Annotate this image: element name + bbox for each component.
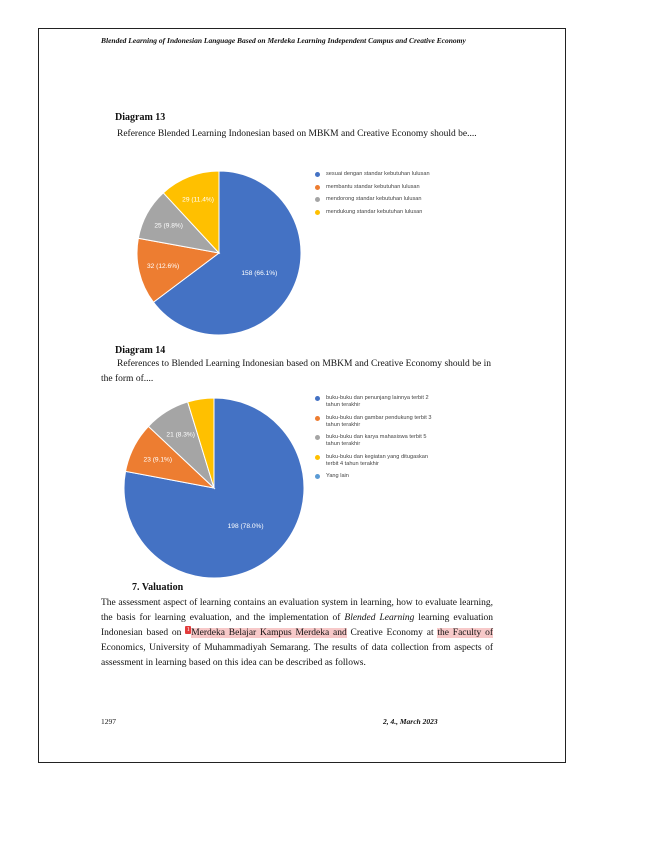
- diagram-13-legend: [315, 171, 436, 221]
- diagram-14-legend-label: Yang lain: [326, 473, 349, 479]
- diagram-13-legend-swatch: [315, 185, 320, 190]
- diagram-14-pie-chart: [119, 395, 309, 580]
- diagram-14-legend-item: [315, 434, 436, 448]
- paragraph-text-1: The assessment aspect of learning contains an evaluation system in learning, how to evaluate learning, the basis for learning evaluation, and the implementation of: [101, 598, 493, 623]
- diagram-13-legend-label: mendorong standar kebutuhan lulusan: [326, 196, 422, 202]
- diagram-14-legend-swatch: [315, 396, 320, 401]
- diagram-14-title: Diagram 14: [115, 345, 166, 356]
- diagram-13-legend-item: [315, 196, 436, 203]
- diagram-13-slice-label-1: 32 (12.6%): [147, 263, 180, 271]
- diagram-13-slice-label-3: 29 (11.4%): [182, 196, 214, 204]
- diagram-13-legend-label: membantu standar kebutuhan lulusan: [326, 183, 420, 190]
- diagram-14-legend-swatch: [315, 474, 320, 479]
- paragraph-text-4: Economics, University of Muhammadiyah Semarang. The results of data collection from aspects of assessment in learning based on this idea can be described as follows.: [101, 643, 493, 668]
- diagram-13-slice-label-0: 158 (66.1%): [241, 270, 278, 278]
- highlight-mbkm[interactable]: Merdeka Belajar Kampus Merdeka and: [191, 628, 347, 638]
- diagram-13-legend-label: mendukung standar kebutuhan lulusan: [326, 208, 423, 215]
- diagram-13-legend-item: [315, 209, 436, 216]
- diagram-13-question: Reference Blended Learning Indonesian based on MBKM and Creative Economy should be....: [117, 129, 477, 139]
- diagram-13-legend-label: sesuai dengan standar kebutuhan lulusan: [326, 171, 430, 177]
- diagram-14-legend-item: [315, 473, 436, 480]
- paragraph-text-3: Creative Economy at: [346, 628, 438, 638]
- diagram-13-pie-chart: [127, 169, 307, 339]
- diagram-13-legend-item: [315, 171, 436, 178]
- diagram-14-legend-label: buku-buku dan karya mahasiswa terbit 5 tahun terakhir: [326, 434, 427, 447]
- section-title: 7. Valuation: [132, 582, 184, 593]
- diagram-14-slice-label-0: 198 (78.0%): [227, 523, 264, 531]
- paragraph-italic-term: Blended Learning: [344, 613, 415, 623]
- document-page: [38, 28, 566, 763]
- diagram-14-slice-label-2: 21 (8.3%): [166, 431, 196, 439]
- diagram-14-legend-label: buku-buku dan kegiatan yang ditugaskan terbit 4 tahun terakhir: [326, 453, 429, 467]
- diagram-14-legend: [315, 395, 436, 486]
- diagram-13-legend-swatch: [315, 210, 320, 215]
- diagram-14-legend-item: [315, 454, 436, 468]
- section-paragraph: [101, 596, 493, 671]
- diagram-14-legend-swatch: [315, 435, 320, 440]
- diagram-14-legend-label: buku-buku dan penunjang lainnya terbit 2 tahun terakhir: [326, 395, 429, 408]
- diagram-14-legend-label: buku-buku dan gambar pendukung terbit 3 tahun terakhir: [326, 414, 432, 428]
- paragraph-text-2: learning evaluation Indonesian based on: [101, 613, 493, 638]
- diagram-14-legend-item: [315, 395, 436, 409]
- diagram-13-legend-item: [315, 184, 436, 191]
- running-header: Blended Learning of Indonesian Language Based on Merdeka Learning Independent Campus and Creative Economy: [101, 36, 466, 45]
- diagram-14-question: References to Blended Learning Indonesian based on MBKM and Creative Economy should be in the form of....: [101, 359, 491, 384]
- footer-page-number: 1297: [101, 717, 116, 726]
- diagram-13-slice-label-2: 25 (9.8%): [154, 222, 183, 230]
- annotation-marker[interactable]: 1: [186, 627, 190, 633]
- footer-issue: 2, 4., March 2023: [383, 717, 438, 726]
- diagram-13-legend-swatch: [315, 172, 320, 177]
- diagram-14-slice-label-1: 23 (9.1%): [143, 456, 173, 464]
- diagram-14-legend-item: [315, 415, 436, 429]
- diagram-14-legend-swatch: [315, 455, 320, 460]
- highlight-faculty[interactable]: the Faculty of: [437, 628, 493, 638]
- diagram-13-title: Diagram 13: [115, 112, 166, 123]
- diagram-14-legend-swatch: [315, 416, 320, 421]
- diagram-13-legend-swatch: [315, 197, 320, 202]
